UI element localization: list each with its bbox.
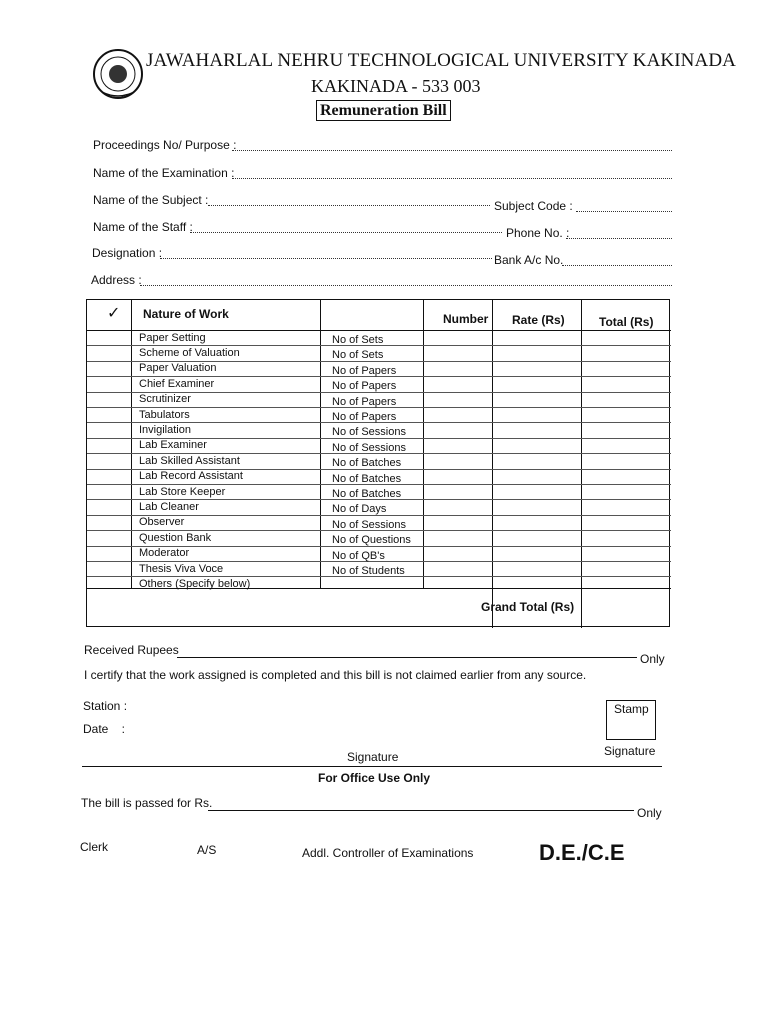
bill-passed-only: Only [637, 806, 662, 820]
table-row-work: Lab Skilled Assistant [139, 454, 240, 467]
exam-name-field[interactable] [232, 178, 672, 179]
signature-right: Signature [604, 744, 656, 758]
university-name: JAWAHARLAL NEHRU TECHNOLOGICAL UNIVERSITY KAKINADA [146, 50, 736, 71]
designation-field[interactable] [160, 258, 492, 259]
table-row-work: Others (Specify below) [139, 577, 251, 590]
university-seal-icon [92, 48, 144, 100]
received-rupees-label: Received Rupees [84, 643, 179, 657]
grand-total-label: Grand Total (Rs) [481, 600, 575, 614]
table-row-work: Lab Store Keeper [139, 485, 226, 498]
table-row-work: Lab Examiner [139, 439, 207, 452]
subject-code-label: Subject Code : [494, 199, 573, 213]
table-row-work: Scheme of Valuation [139, 346, 240, 359]
form-title: Remuneration Bill [316, 100, 451, 121]
certify-statement: I certify that the work assigned is completed and this bill is not claimed earlier from any source. [84, 668, 587, 682]
subject-name-field[interactable] [208, 205, 490, 206]
nature-of-work-header: Nature of Work [143, 307, 229, 321]
divider-line [82, 766, 662, 767]
staff-name-label: Name of the Staff : [93, 220, 193, 234]
proceedings-label: Proceedings No/ Purpose : [93, 138, 237, 152]
table-row-work: Lab Cleaner [139, 500, 199, 513]
signature-center: Signature [347, 750, 399, 764]
rate-header: Rate (Rs) [512, 313, 565, 327]
table-row-unit: No of Questions [332, 534, 411, 547]
table-row-work: Moderator [139, 547, 190, 560]
table-row-unit: No of Batches [332, 457, 402, 470]
phone-label: Phone No. : [506, 226, 570, 240]
table-row-unit: No of Batches [332, 472, 402, 485]
address-label: Address : [91, 273, 142, 287]
number-header: Number [443, 312, 489, 326]
clerk-label: Clerk [80, 840, 109, 854]
proceedings-field[interactable] [232, 150, 672, 151]
university-address: KAKINADA - 533 003 [311, 76, 481, 96]
bill-passed-label: The bill is passed for Rs. [81, 796, 213, 810]
table-row-work: Scrutinizer [139, 393, 191, 406]
table-row-work: Tabulators [139, 408, 190, 421]
bank-label: Bank A/c No. [494, 253, 564, 267]
dece-label: D.E./C.E [539, 840, 625, 865]
controller-label: Addl. Controller of Examinations [302, 846, 474, 860]
subject-code-field[interactable] [576, 211, 672, 212]
table-row-work: Chief Examiner [139, 377, 215, 390]
table-row-unit: No of Batches [332, 488, 402, 500]
stamp-label: Stamp [614, 702, 649, 716]
office-use-heading: For Office Use Only [318, 771, 431, 785]
exam-name-label: Name of the Examination : [93, 166, 235, 180]
staff-name-field[interactable] [190, 232, 502, 233]
station-label: Station : [83, 699, 128, 713]
phone-field[interactable] [566, 238, 672, 239]
received-only: Only [640, 652, 665, 666]
bank-field[interactable] [562, 265, 672, 266]
table-row-unit: No of QB's [332, 549, 385, 562]
subject-name-label: Name of the Subject : [93, 193, 209, 207]
table-row-unit: No of Papers [332, 411, 397, 423]
as-label: A/S [197, 843, 217, 857]
table-row-work: Lab Record Assistant [139, 470, 243, 483]
table-row-work: Invigilation [139, 423, 191, 436]
table-row-work: Question Bank [139, 531, 212, 544]
table-row-unit: No of Papers [332, 380, 397, 393]
table-row-unit: No of Papers [332, 395, 397, 408]
address-field[interactable] [140, 285, 672, 286]
table-row-unit: No of Sessions [332, 518, 406, 531]
table-row-work: Paper Valuation [139, 362, 217, 375]
designation-label: Designation : [92, 246, 163, 260]
table-row-work: Thesis Viva Voce [139, 562, 224, 575]
date-label: Date : [83, 722, 126, 736]
stamp-box [606, 700, 656, 740]
table-row-unit: No of Sets [332, 334, 384, 346]
total-header: Total (Rs) [599, 315, 654, 329]
table-row-unit: No of Sessions [332, 426, 406, 439]
table-row-unit: No of Students [332, 565, 405, 577]
table-row-work: Observer [139, 516, 185, 529]
table-row-unit: No of Papers [332, 364, 397, 377]
work-table [86, 299, 670, 627]
table-row-unit: No of Sets [332, 349, 384, 362]
table-row-work: Paper Setting [139, 331, 206, 344]
bill-passed-field[interactable] [208, 810, 634, 811]
table-row-unit: No of Sessions [332, 441, 406, 454]
received-rupees-field[interactable] [177, 657, 637, 658]
check-mark: ✓ [107, 305, 121, 322]
table-row-unit: No of Days [332, 503, 387, 516]
